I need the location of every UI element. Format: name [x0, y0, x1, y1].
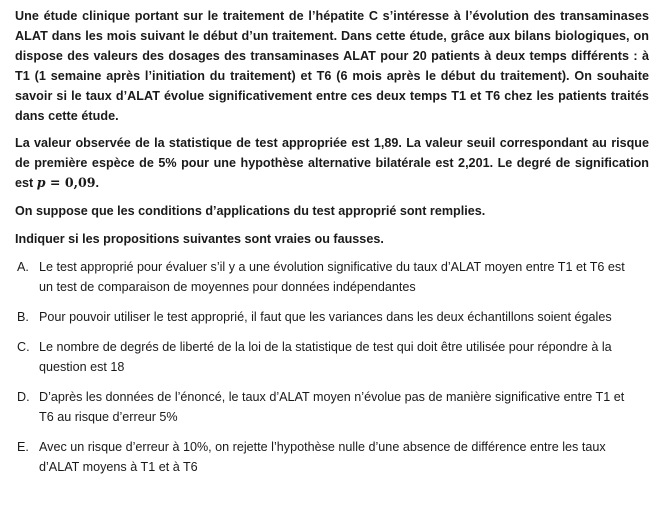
proposition-text: Avec un risque d’erreur à 10%, on rejette l’hypothèse nulle d’une absence de différence entre les taux d’ALAT moyens à T1 et à T6 — [39, 440, 606, 474]
proposition-text: Le nombre de degrés de liberté de la loi de la statistique de test qui doit être utilisée pour répondre à la question est 18 — [39, 340, 612, 374]
proposition-letter: E. — [17, 440, 29, 454]
proposition-letter: C. — [17, 340, 30, 354]
statistics-end: . — [95, 176, 100, 190]
proposition-letter: B. — [17, 310, 29, 324]
proposition-b — [15, 307, 649, 327]
proposition-e — [15, 437, 649, 477]
proposition-letter: A. — [17, 260, 29, 274]
proposition-text: Le test approprié pour évaluer s’il y a une évolution significative du taux d’ALAT moyen entre T1 et T6 est un test de comparaison de moyennes pour données indépendantes — [39, 260, 625, 294]
p-value: = 0,09 — [45, 175, 96, 190]
exam-question — [15, 6, 649, 487]
proposition-a — [15, 257, 649, 297]
proposition-text: D’après les données de l’énoncé, le taux d’ALAT moyen n’évolue pas de manière significative entre T1 et T6 au risque d’erreur 5% — [39, 390, 625, 424]
statistics-paragraph — [15, 133, 649, 193]
conditions-statement: On suppose que les conditions d’applications du test approprié sont remplies. — [15, 204, 486, 218]
proposition-text: Pour pouvoir utiliser le test approprié, il faut que les variances dans les deux échantillons soient égales — [39, 310, 612, 324]
intro-paragraph: Une étude clinique portant sur le traitement de l’hépatite C s’intéresse à l’évolution des transaminases ALAT dans les mois suivant le début d’un traitement. Dans cette étude, grâce aux bilans biologiques, on dispose des valeurs des dosages des transaminases ALAT pour 20 patients à deux temps différents : à T1 (1 semaine après l’initiation du traitement) et T6 (6 mois après le début du traitement). On souhaite savoir si le taux d’ALAT évolue significativement entre ces deux temps T1 et T6 chez les patients traités dans cette étude. — [15, 9, 649, 123]
proposition-letter: D. — [17, 390, 30, 404]
proposition-c — [15, 337, 649, 377]
instruction: Indiquer si les propositions suivantes sont vraies ou fausses. — [15, 232, 384, 246]
proposition-d — [15, 387, 649, 427]
p-value-variable: p — [36, 175, 46, 190]
statistics-text: La valeur observée de la statistique de test appropriée est 1,89. La valeur seuil correspondant au risque de première espèce de 5% pour une hypothèse alternative bilatérale est 2,201. Le degré de signification est — [15, 136, 649, 190]
propositions-list — [15, 257, 649, 477]
